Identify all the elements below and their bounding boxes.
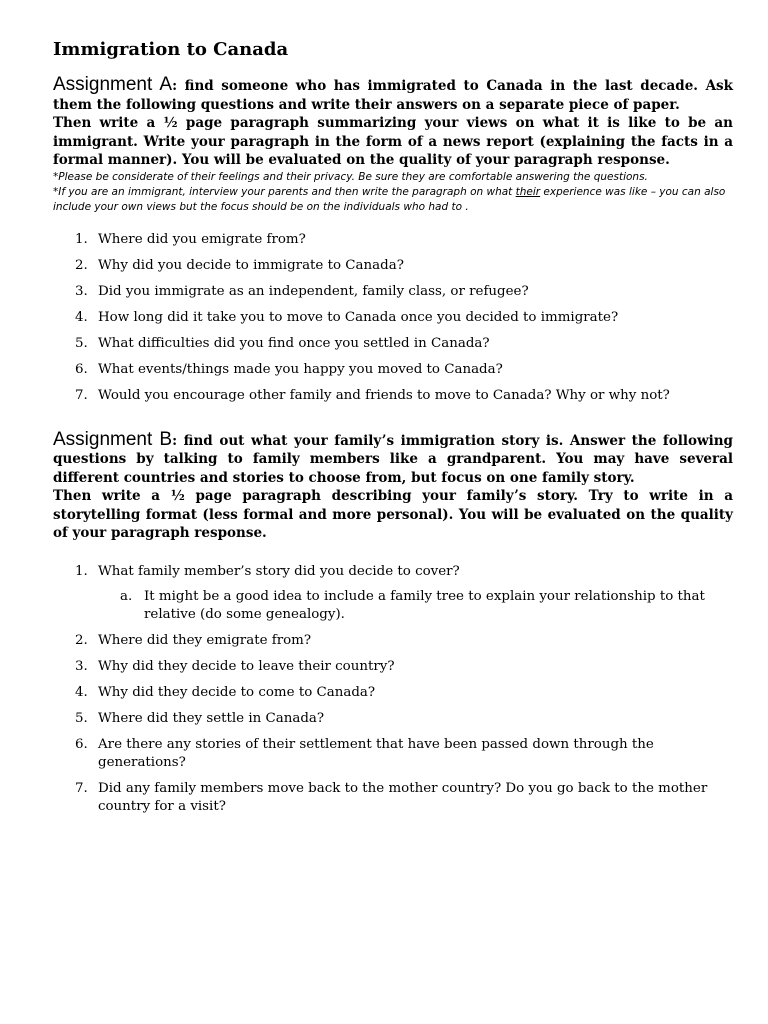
sub-list-item-letter: a. [120, 588, 133, 604]
list-item-text: Would you encourage other family and friends to move to Canada? Why or why not? [98, 387, 670, 403]
list-item-text: Why did you decide to immigrate to Canada? [98, 257, 404, 273]
list-item-number: 1. [75, 563, 88, 579]
list-item-number: 4. [75, 684, 88, 700]
list-item-text: What events/things made you happy you moved to Canada? [98, 361, 503, 377]
assignment-b-intro [53, 428, 733, 488]
list-item-number: 6. [75, 361, 88, 377]
sub-list-item [98, 588, 733, 624]
list-item [53, 632, 733, 650]
list-item-number: 5. [75, 710, 88, 726]
list-item-number: 5. [75, 335, 88, 351]
list-item-text: What family member’s story did you decide to cover? [98, 563, 460, 579]
list-item [53, 361, 733, 379]
list-item-number: 3. [75, 658, 88, 674]
list-item-number: 4. [75, 309, 88, 325]
list-item-text: What difficulties did you find once you settled in Canada? [98, 335, 490, 351]
list-item-text: Why did they decide to come to Canada? [98, 684, 376, 700]
list-item [53, 257, 733, 275]
list-item [53, 231, 733, 249]
list-item-number: 7. [75, 780, 88, 796]
note-2-text-before: *If you are an immigrant, interview your parents and then write the paragraph on what [53, 185, 516, 198]
note-2-underlined-word: their [515, 185, 541, 198]
assignment-a-intro-text: : find someone who has immigrated to Canada in the last decade. Ask them the following questions and write their answers on a separate piece of paper. [53, 78, 733, 113]
sub-list-item-text: It might be a good idea to include a family tree to explain your relationship to that relative (do some genealogy). [144, 588, 705, 622]
assignment-b-heading: Assignment B [53, 428, 173, 450]
list-item-number: 2. [75, 257, 88, 273]
document-page [53, 38, 733, 824]
list-item-number: 1. [75, 231, 88, 247]
list-item [53, 684, 733, 702]
list-item-text: Where did they emigrate from? [98, 632, 312, 648]
list-item-text: Why did they decide to leave their country? [98, 658, 395, 674]
assignment-a-note-2 [53, 185, 733, 215]
list-item-number: 3. [75, 283, 88, 299]
list-item-number: 7. [75, 387, 88, 403]
assignment-a-instructions: Then write a ½ page paragraph summarizing your views on what it is like to be an immigrant. Write your paragraph in the form of a news report (explaining the facts in a formal manner). You will be evaluated on the quality of your paragraph response. [53, 115, 733, 168]
note-2-text-after: experience was like – you can also include your own views but the focus should be on the individuals who had to . [53, 185, 726, 213]
assignment-b-question-list [53, 563, 733, 816]
assignment-b-instructions: Then write a ½ page paragraph describing your family’s story. Try to write in a storytelling format (less formal and more personal). You will be evaluated on the quality of your paragraph response. [53, 488, 733, 541]
list-item [53, 283, 733, 301]
list-item [53, 387, 733, 405]
assignment-a-section [53, 76, 733, 405]
list-item [53, 335, 733, 353]
list-item [53, 780, 733, 816]
list-item-text: How long did it take you to move to Canada once you decided to immigrate? [98, 309, 619, 325]
list-item-text: Did you immigrate as an independent, family class, or refugee? [98, 283, 529, 299]
assignment-a-intro [53, 76, 733, 114]
list-item-number: 6. [75, 736, 88, 752]
list-item [53, 563, 733, 624]
sub-list [98, 588, 733, 624]
list-item [53, 309, 733, 327]
list-item-number: 2. [75, 632, 88, 648]
list-item-text: Did any family members move back to the mother country? Do you go back to the mother country for a visit? [98, 780, 708, 814]
assignment-a-question-list [53, 231, 733, 405]
list-item-text: Are there any stories of their settlement that have been passed down through the generations? [98, 736, 654, 770]
document-title: Immigration to Canada [53, 39, 289, 60]
assignment-b-intro-text: : find out what your family’s immigration story is. Answer the following questions by talking to family members like a grandparent. You may have several different countries and stories to choose from, but focus on one family story. [53, 432, 733, 486]
list-item-text: Where did you emigrate from? [98, 231, 306, 247]
list-item-text: Where did they settle in Canada? [98, 710, 325, 726]
list-item [53, 710, 733, 728]
list-item [53, 736, 733, 772]
assignment-b-section [53, 428, 733, 816]
assignment-a-heading: Assignment A [53, 74, 173, 95]
assignment-a-note-1: *Please be considerate of their feelings and their privacy. Be sure they are comfortable answering the questions. [53, 170, 648, 183]
list-item [53, 658, 733, 676]
